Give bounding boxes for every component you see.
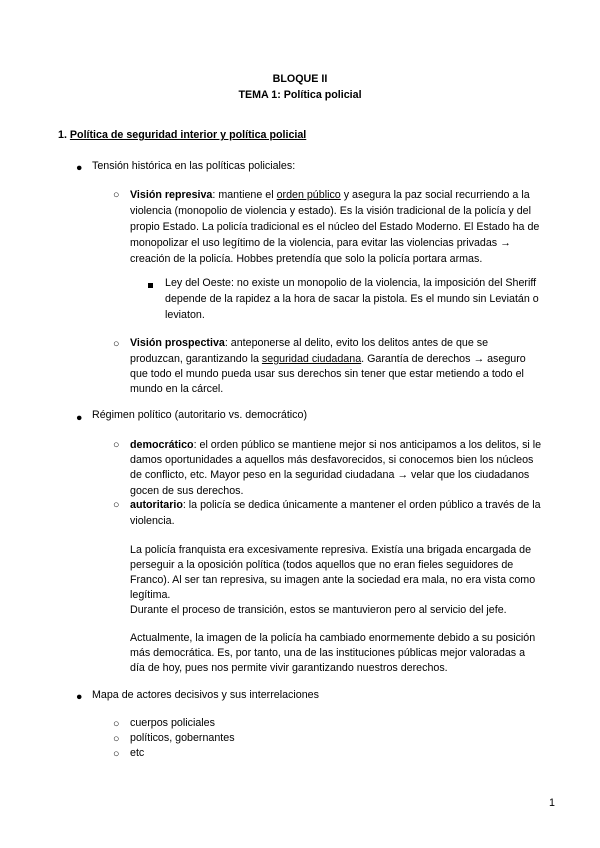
square-bullet-icon bbox=[148, 283, 153, 288]
prospectiva-line-4: mundo en la cárcel. bbox=[130, 383, 224, 395]
list-item: Mapa de actores decisivos y sus interrelaciones bbox=[92, 689, 319, 701]
actor-item: políticos, gobernantes bbox=[130, 732, 235, 744]
circle-bullet-icon: ○ bbox=[113, 338, 120, 350]
actor-item: cuerpos policiales bbox=[130, 717, 215, 729]
actualmente-line-2: más democrática. Es, por tanto, una de las instituciones públicas mejor valoradas a bbox=[130, 647, 526, 659]
oeste-line-2: depende de la rapidez a la hora de sacar la pistola. Es el mundo sin Leviatán o bbox=[165, 293, 539, 305]
autoritario-line-1: autoritario: la policía se dedica únicamente a mantener el orden público a través de la bbox=[130, 499, 541, 511]
circle-bullet-icon: ○ bbox=[113, 718, 120, 730]
topic-title: TEMA 1: Política policial bbox=[238, 89, 362, 101]
circle-bullet-icon: ○ bbox=[113, 748, 120, 760]
bullet-dot-icon: ● bbox=[76, 412, 83, 424]
bullet-dot-icon: ● bbox=[76, 162, 83, 174]
actualmente-line-1: Actualmente, la imagen de la policía ha cambiado enormemente debido a su posición bbox=[130, 632, 536, 644]
circle-bullet-icon: ○ bbox=[113, 189, 120, 201]
actor-item: etc bbox=[130, 747, 145, 759]
franquista-line-2: perseguir a la oposición política (todos aquellos que no eran fieles seguidores de bbox=[130, 559, 514, 571]
franquista-line-3: Franco). Al ser tan represiva, su imagen ante la sociedad era mala, no era vista como bbox=[130, 574, 536, 586]
prospectiva-line-1: Visión prospectiva: anteponerse al delito, evito los delitos antes de que se bbox=[130, 337, 489, 349]
prospectiva-line-3: que todo el mundo pueda usar sus derechos sin tener que estar metiendo a todo el bbox=[130, 368, 524, 380]
represiva-line-2: violencia (monopolio de violencia y estado). Es la visión tradicional de la policía y del bbox=[130, 205, 532, 217]
autoritario-line-2: violencia. bbox=[130, 515, 175, 527]
franquista-line-5: Durante el proceso de transición, estos se mantuvieron pero al servicio del jefe. bbox=[130, 604, 507, 616]
democratico-line-2: damos oportunidades a aquellos más desfavorecidos, si conocemos bien los núcleos bbox=[130, 454, 534, 466]
democratico-line-4: gocen de sus derechos. bbox=[130, 485, 244, 497]
represiva-line-4: monopolizar el uso legítimo de la violencia, para evitar las violencias privadas → bbox=[130, 237, 511, 249]
circle-bullet-icon: ○ bbox=[113, 499, 120, 511]
franquista-line-4: legítima. bbox=[130, 589, 171, 601]
represiva-line-5: creación de la policía. Hobbes pretendía que solo la policía portara armas. bbox=[130, 253, 483, 265]
prospectiva-line-2: produzcan, garantizando la seguridad ciudadana. Garantía de derechos → aseguro bbox=[130, 353, 526, 365]
represiva-line-3: propio Estado. La policía tradicional es el núcleo del Estado Moderno. El Estado ha de bbox=[130, 221, 540, 233]
block-title: BLOQUE II bbox=[272, 73, 328, 85]
oeste-line-3: leviaton. bbox=[165, 309, 205, 321]
section-number: 1. bbox=[58, 129, 67, 141]
franquista-line-1: La policía franquista era excesivamente represiva. Existía una brigada encargada de bbox=[130, 544, 532, 556]
democratico-line-1: democrático: el orden público se mantiene mejor si nos anticipamos a los delitos, si le bbox=[130, 439, 542, 451]
section-title: Política de seguridad interior y política policial bbox=[69, 129, 307, 141]
democratico-line-3: de conflicto, etc. Mayor peso en la seguridad ciudadana → velar que los ciudadanos bbox=[130, 469, 530, 481]
actualmente-line-3: día de hoy, pues nos permite vivir garantizando nuestros derechos. bbox=[130, 662, 448, 674]
section-heading bbox=[58, 128, 306, 144]
bullet-dot-icon: ● bbox=[76, 691, 83, 703]
page-number: 1 bbox=[549, 797, 555, 809]
circle-bullet-icon: ○ bbox=[113, 733, 120, 745]
list-item: Tensión histórica en las políticas policiales: bbox=[92, 160, 296, 172]
list-item: Régimen político (autoritario vs. democrático) bbox=[92, 409, 308, 421]
oeste-line-1: Ley del Oeste: no existe un monopolio de la violencia, la imposición del Sheriff bbox=[165, 277, 537, 289]
represiva-line-1: Visión represiva: mantiene el orden público y asegura la paz social recurriendo a la bbox=[130, 189, 530, 201]
circle-bullet-icon: ○ bbox=[113, 439, 120, 451]
